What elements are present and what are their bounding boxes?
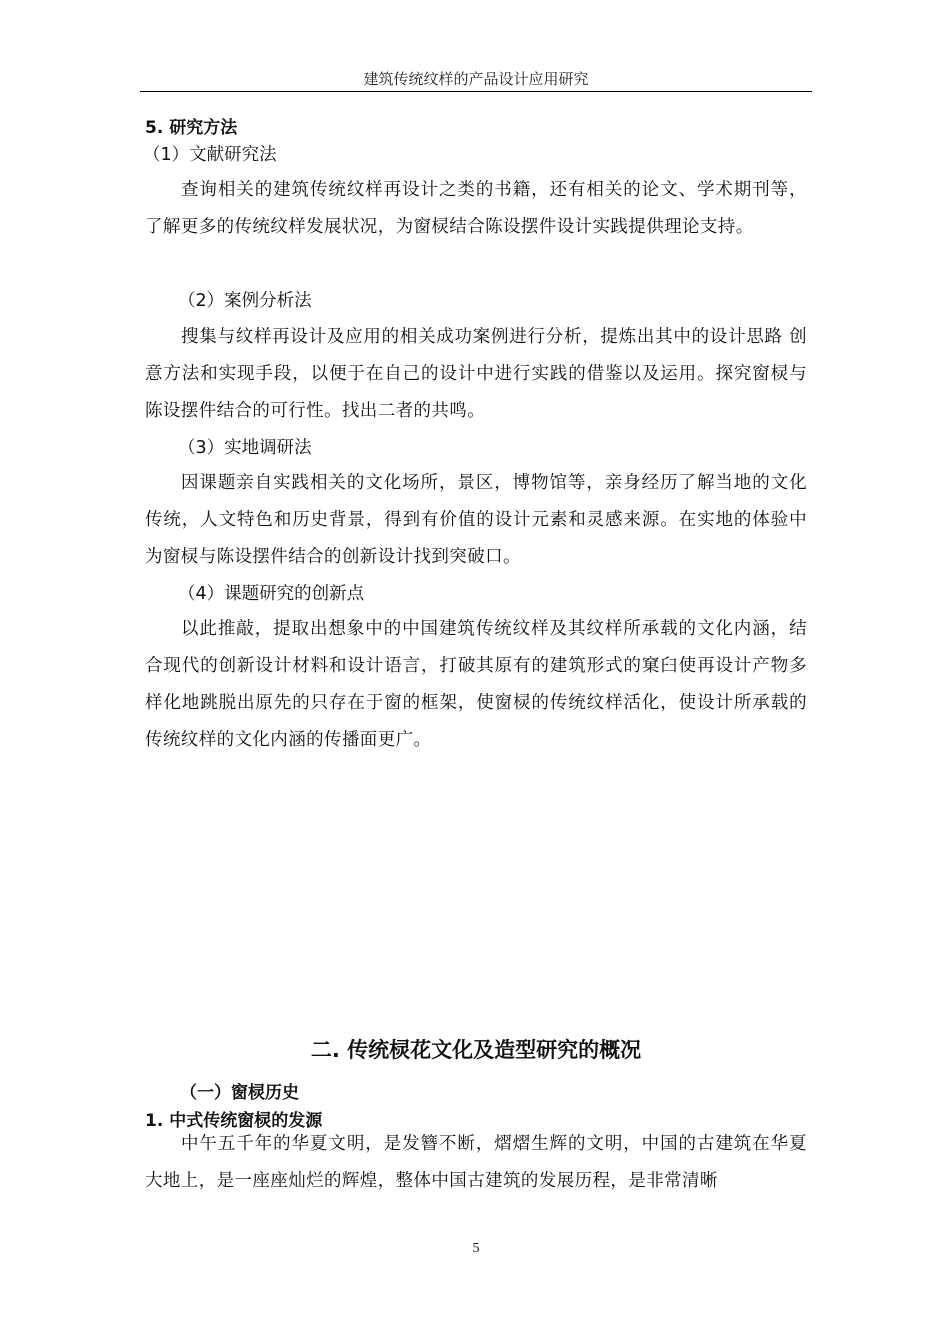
subsubsection-heading: 1. 中式传统窗棂的发源 (145, 1111, 323, 1131)
method-1-paragraph: 查询相关的建筑传统纹样再设计之类的书籍，还有相关的论文、学术期刊等，了解更多的传统纹样发展状况，为窗棂结合陈设摆件设计实践提供理论支持。 (145, 180, 807, 237)
page-number: 5 (472, 1241, 480, 1256)
method-4-paragraph: 以此推敲，提取出想象中的中国建筑传统纹样及其纹样所承载的文化内涵，结合现代的创新设计材料和设计语言，打破其原有的建筑形式的窠臼使再设计产物多样化地跳脱出原先的只存在于窗的框架，使窗棂的传统纹样活化，使设计所承载的传统纹样的文化内涵的传播面更广。 (145, 619, 807, 750)
method-2-label: （2）案例分析法 (178, 291, 312, 311)
chapter-title: 二. 传统棂花文化及造型研究的概况 (310, 1038, 642, 1062)
method-1-label: （1）文献研究法 (143, 145, 277, 165)
method-2-paragraph: 搜集与纹样再设计及应用的相关成功案例进行分析，提炼出其中的设计思路 创意方法和实现手段，以便于在自己的设计中进行实践的借鉴以及运用。探究窗棂与陈设摆件结合的可行性。找出二者的共鸣。 (145, 327, 807, 421)
subsection-heading: （一）窗棂历史 (180, 1083, 299, 1103)
method-3-label: （3）实地调研法 (178, 438, 312, 458)
method-4-label: （4）课题研究的创新点 (178, 584, 365, 604)
header-rule (140, 91, 812, 92)
section-heading: 5. 研究方法 (145, 118, 238, 138)
chapter-paragraph: 中午五千年的华夏文明，是发簪不断，熠熠生辉的文明，中国的古建筑在华夏大地上，是一座座灿烂的辉煌，整体中国古建筑的发展历程，是非常清晰 (145, 1134, 807, 1191)
method-3-paragraph: 因课题亲自实践相关的文化场所，景区，博物馆等，亲身经历了解当地的文化传统，人文特色和历史背景，得到有价值的设计元素和灵感来源。在实地的体验中为窗棂与陈设摆件结合的创新设计找到突破口。 (145, 473, 807, 567)
running-header: 建筑传统纹样的产品设计应用研究 (363, 70, 589, 88)
